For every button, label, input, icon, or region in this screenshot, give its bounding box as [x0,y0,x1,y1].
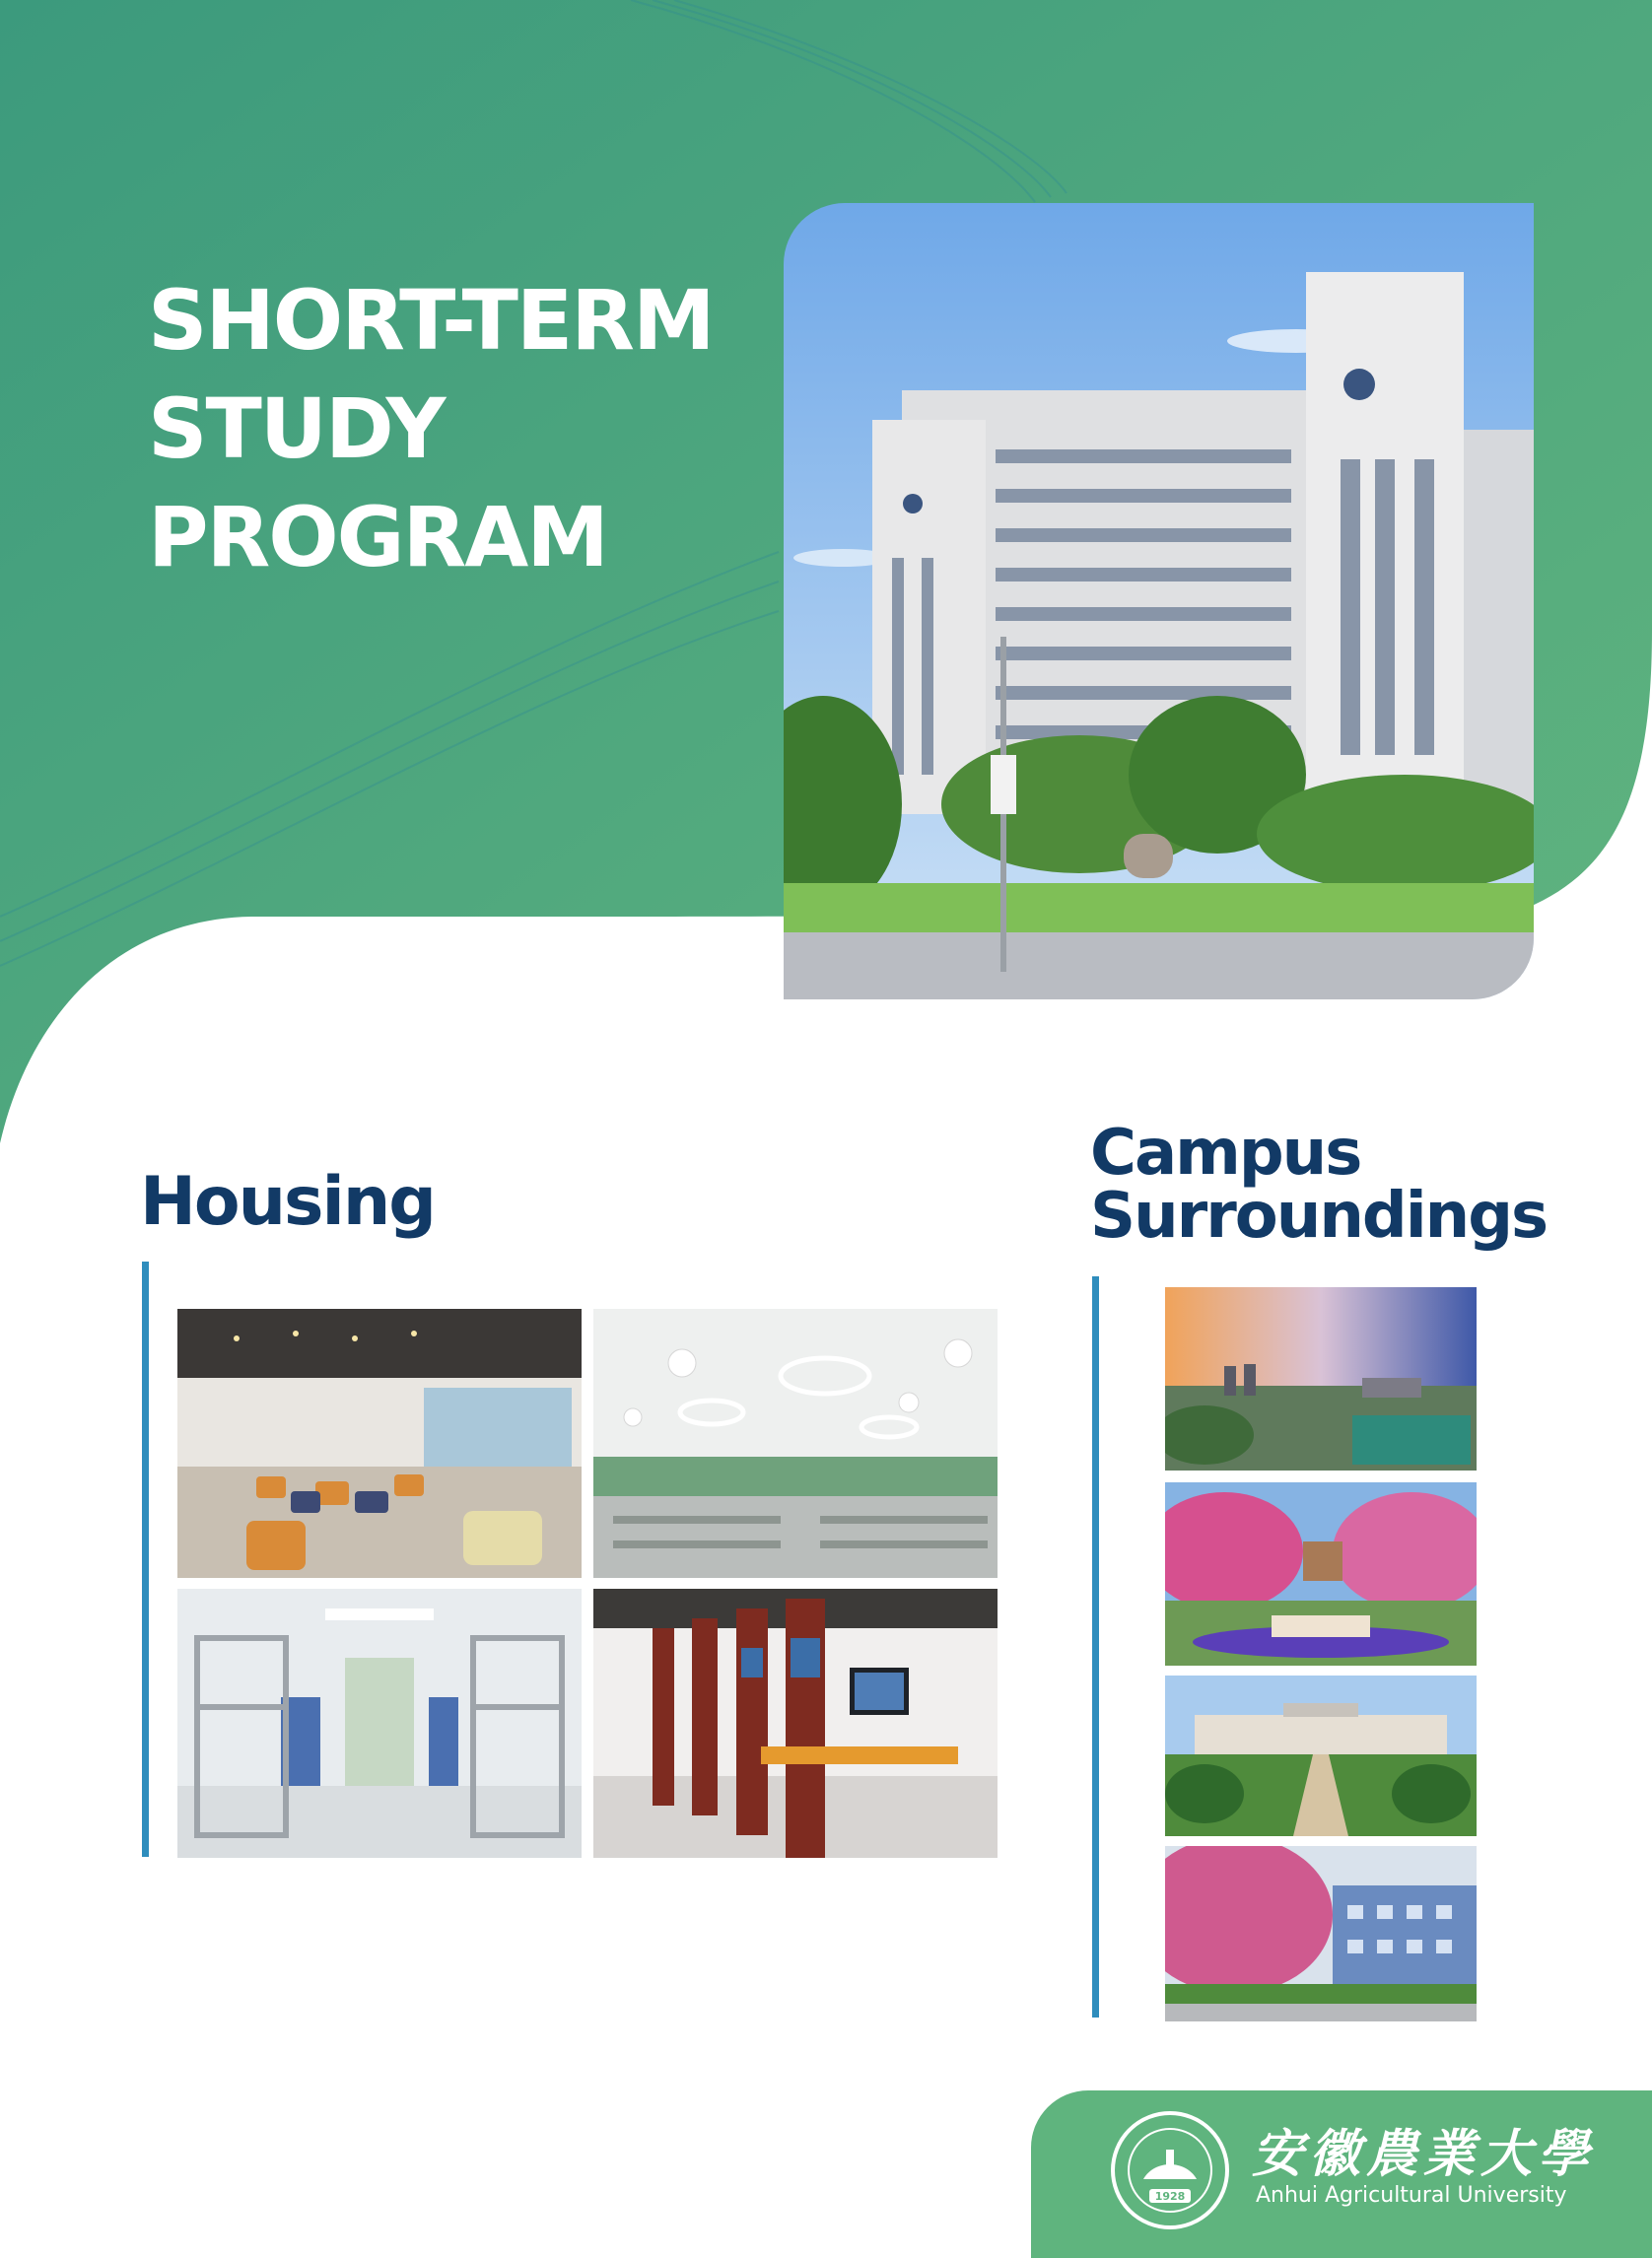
page-title [148,266,714,591]
blossom-building-photo [1165,1846,1477,2021]
university-name-cn: 安徽農業大學 [1252,2124,1596,2184]
title-line-2: STUDY [148,380,445,477]
lounge-photo [177,1309,582,1578]
campus-skyline-photo [1165,1287,1477,1471]
reading-hall-photo [593,1309,998,1578]
university-name-en: Anhui Agricultural University [1256,2183,1567,2208]
campus-garden-photo [1165,1676,1477,1836]
campus-heading [1090,1117,1548,1253]
housing-heading: Housing [140,1163,435,1241]
housing-accent-bar [142,1262,149,1857]
title-line-3: PROGRAM [148,489,607,585]
emblem-year: 1928 [1154,2190,1186,2203]
title-line-1: SHORT-TERM [148,272,714,369]
footer-logo-bar [1031,2090,1652,2258]
campus-heading-line-2: Surroundings [1090,1180,1548,1253]
campus-accent-bar [1092,1276,1099,2018]
dormitory-room-photo [177,1589,582,1858]
campus-heading-line-1: Campus [1090,1117,1361,1190]
hero-building-photo [784,203,1534,999]
university-emblem-icon [1110,2110,1230,2230]
cherry-blossom-gate-photo [1165,1482,1477,1666]
library-stacks-photo [593,1589,998,1858]
